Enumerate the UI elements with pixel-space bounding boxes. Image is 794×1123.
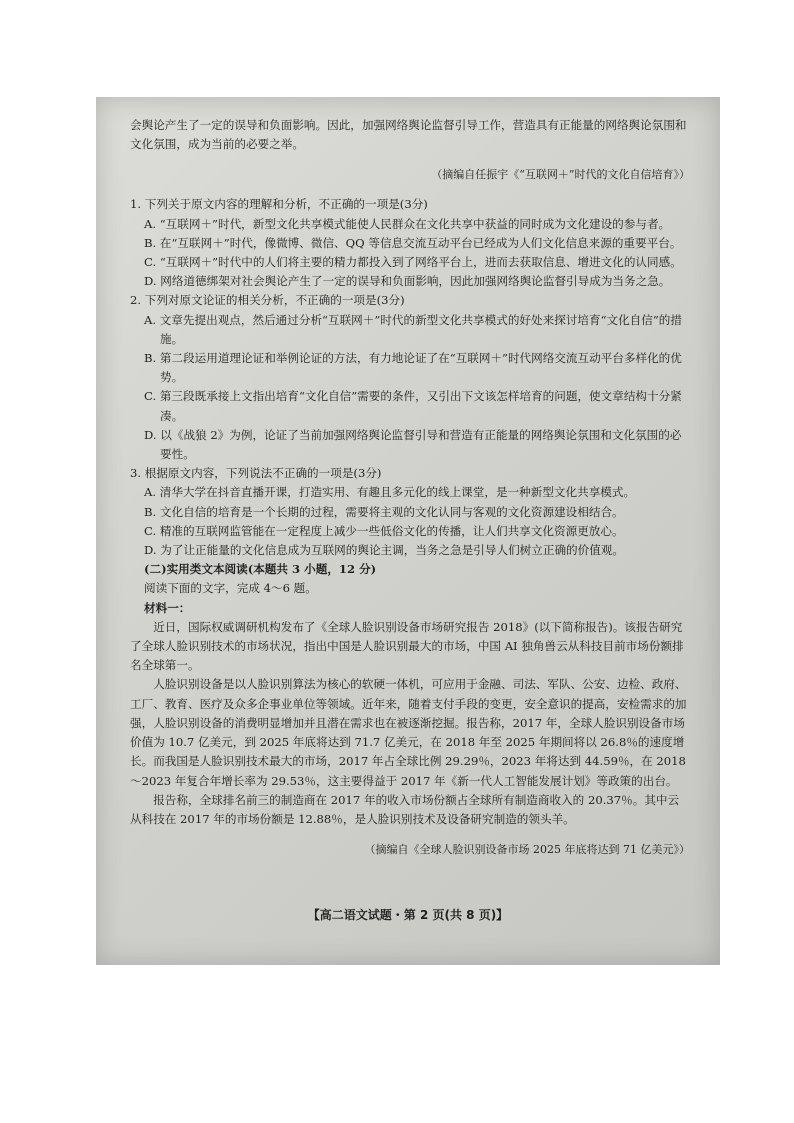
section-instruction: 阅读下面的文字，完成 4～6 题。 — [144, 581, 317, 596]
option-d: D. 网络道德绑架对社会舆论产生了一定的误导和负面影响，因此加强网络舆论监督引导成为当务之急。 — [144, 274, 671, 289]
material-label: 材料一： — [144, 600, 191, 615]
question-3 — [130, 464, 690, 560]
option-d: D. 以《战狼 2》为例，论证了当前加强网络舆论监督引导和营造有正能量的网络舆论氛围和文化氛围的必要性。 — [144, 427, 682, 462]
page-content — [130, 116, 690, 870]
intro-paragraph: 会舆论产生了一定的误导和负面影响。因此，加强网络舆论监督引导工作，营造具有正能量的网络舆论氛围和文化氛围，成为当前的必要之举。 — [130, 118, 687, 152]
question-2 — [130, 291, 690, 464]
question-stem: 3. 根据原文内容，下列说法不正确的一项是(3分) — [130, 466, 382, 481]
option-b: B. 在“互联网＋”时代，像微博、微信、QQ 等信息交流互动平台已经成为人们文化信息来源的重要平台。 — [144, 235, 682, 250]
material-paragraph: 人脸识别设备是以人脸识别算法为核心的软硬一体机，可应用于金融、司法、军队、公安、边检、政府、工厂、教育、医疗及众多企事业单位等领域。近年来，随着支付手段的变更，安全意识的提高，安检需求的加强，人脸识别设备的消费明显增加并且潜在需求也在被逐渐挖掘。报告称，2017 年，全球人脸识别设备市场价值为 10.7 亿美元，到 2025 年底将达到 71.7 亿美元，在 2018 年至 2025 年期间将以 26.8％的速度增长。而我国是人脸识别技术最大的市场，2017 年占全球比例 29.29％，2023 年将达到 44.59％，在 2018～2023 年复合年增长率为 29.53％，这主要得益于 2017 年《新一代人工智能发展计划》等政策的出台。 — [130, 677, 687, 788]
material-source: （摘编自《全球人脸识别设备市场 2025 年底将达到 71 亿美元》） — [364, 843, 690, 857]
section-heading: (二)实用类文本阅读(本题共 3 小题，12 分) — [144, 562, 377, 577]
option-c: C. 第三段既承接上文指出培育“文化自信”需要的条件，又引出下文该怎样培育的问题，使文章结构十分紧凑。 — [144, 389, 682, 423]
page-footer: 【高二语文试题・第 2 页(共 8 页)】 — [307, 908, 509, 922]
option-a: A. “互联网＋”时代，新型文化共享模式能使人民群众在文化共享中获益的同时成为文化建设的参与者。 — [144, 216, 671, 231]
option-b: B. 文化自信的培育是一个长期的过程，需要将主观的文化认同与客观的文化资源建设相结合。 — [144, 504, 624, 519]
option-a: A. 清华大学在抖音直播开课，打造实用、有趣且多元化的线上课堂，是一种新型文化共享模式。 — [144, 485, 636, 500]
option-a: A. 文章先提出观点，然后通过分析“互联网＋”时代的新型文化共享模式的好处来探讨培育“文化自信”的措施。 — [144, 312, 682, 346]
option-c: C. “互联网＋”时代中的人们将主要的精力都投入到了网络平台上，进而去获取信息、增进文化的认同感。 — [144, 255, 682, 270]
question-stem: 2. 下列对原文论证的相关分析，不正确的一项是(3分) — [130, 293, 405, 308]
option-b: B. 第二段运用道理论证和举例论证的方法，有力地论证了在“互联网＋”时代网络交流互动平台多样化的优势。 — [144, 351, 682, 385]
option-c: C. 精准的互联网监管能在一定程度上减少一些低俗文化的传播，让人们共享文化资源更放心。 — [144, 523, 624, 538]
question-stem: 1. 下列关于原文内容的理解和分析，不正确的一项是(3分) — [130, 197, 428, 212]
option-d: D. 为了让正能量的文化信息成为互联网的舆论主调，当务之急是引导人们树立正确的价值观。 — [144, 543, 625, 558]
question-1 — [130, 195, 690, 291]
intro-source: （摘编自任振宇《“互联网＋”时代的文化自信培育》） — [431, 168, 690, 182]
material-paragraph: 近日，国际权威调研机构发布了《全球人脸识别设备市场研究报告 2018》(以下简称报告)。该报告研究了全球人脸识别技术的市场状况，指出中国是人脸识别最大的市场，中国 AI 独角兽云从科技目前市场份额排名全球第一。 — [130, 619, 684, 673]
material-paragraph: 报告称，全球排名前三的制造商在 2017 年的收入市场份额占全球所有制造商收入的 20.37％。其中云从科技在 2017 年的市场份额是 12.88％，是人脸识别技术及设备研究制造的领头羊。 — [130, 792, 680, 826]
